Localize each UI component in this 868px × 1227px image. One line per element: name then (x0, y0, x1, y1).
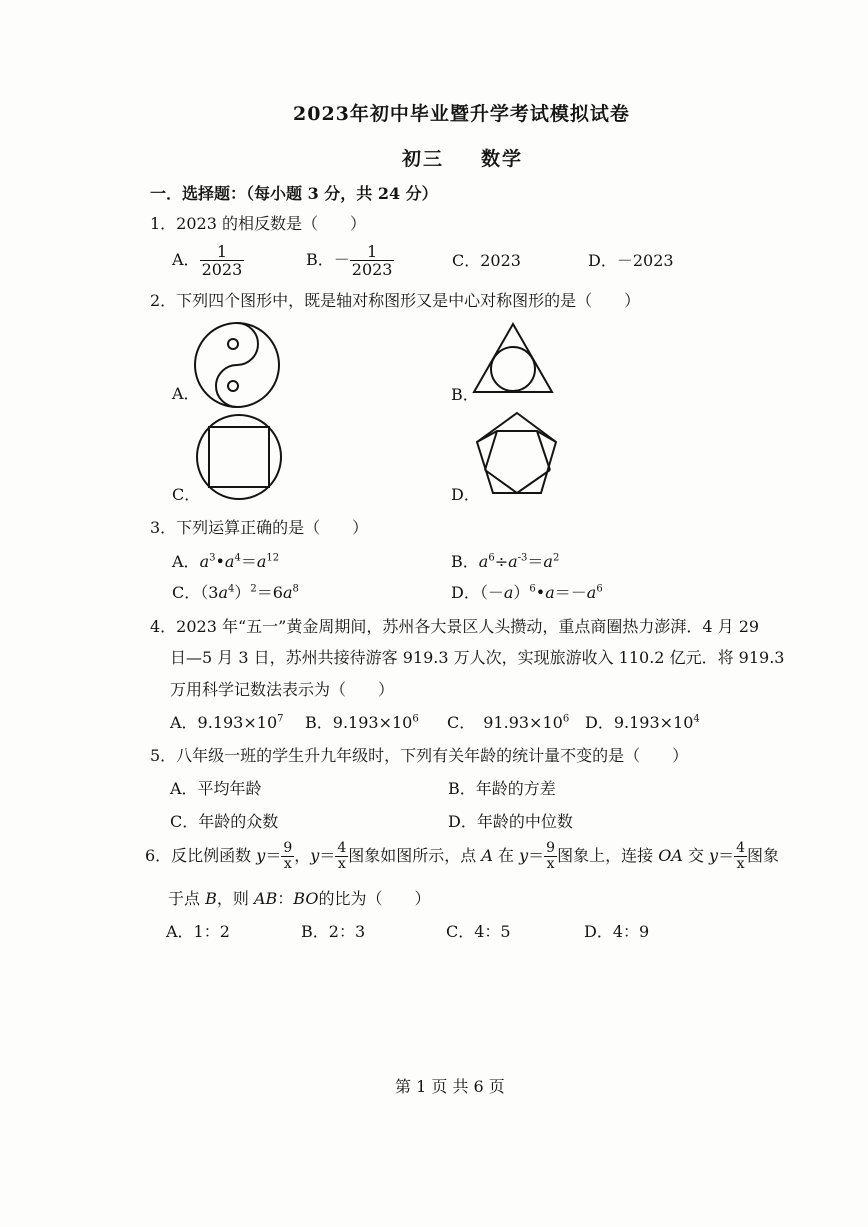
q6-segment-oa: OA (658, 846, 683, 865)
q6-den-4: x (736, 856, 745, 872)
q6-y-2: y (310, 846, 320, 865)
q3-d-term1: a (503, 583, 514, 602)
q5-stem: 5．八年级一班的学生升九年级时，下列有关年龄的统计量不变的是（ ） (150, 746, 689, 765)
q3-a-exp2: 4 (234, 552, 241, 564)
q6-line2-text-1: 于点 (168, 889, 206, 908)
q6-den-1: x (283, 856, 292, 872)
q6-eq-2: ＝ (319, 846, 336, 865)
q3-b-exp2: -3 (517, 552, 528, 564)
q5-option-a: A．平均年龄 (170, 779, 262, 798)
q3-d-term3: a (586, 583, 597, 602)
q1-b-prefix: B．－ (306, 250, 350, 269)
yin-yang-dot-top (228, 339, 238, 349)
q3-a-eq: ＝ (240, 552, 257, 571)
q4-a-exp: 7 (277, 713, 284, 725)
q6-text-5: 图象上，连接 (557, 846, 659, 865)
q6-colon: ： (277, 889, 294, 908)
q6-fraction-4-over-x-2 (734, 841, 747, 872)
q4-b-exp: 6 (412, 713, 419, 725)
q6-eq-3: ＝ (528, 846, 545, 865)
q4-c-base: C． 91.93×10 (447, 713, 563, 732)
q4-option-d (585, 713, 700, 733)
inscribed-circle (491, 347, 535, 391)
q3-stem: 3．下列运算正确的是（ ） (150, 518, 369, 537)
q6-line2-text-2: ，则 (216, 889, 254, 908)
q3-b-term3: a (543, 552, 553, 571)
q6-option-a: A．1：2 (166, 922, 230, 941)
q6-point-b: B (205, 889, 217, 908)
page-number: 第 1 页 共 6 页 (395, 1077, 505, 1096)
q4-stem-line1: 4．2023 年“五一”黄金周期间，苏州各大景区人头攒动，重点商圈热力澎湃．4 月 29 (150, 617, 760, 636)
q3-a-term2: a (224, 552, 235, 571)
q3-c-exp3: 8 (292, 583, 299, 595)
q3-d-eq: ＝－ (554, 583, 587, 602)
q3-b-exp1: 6 (488, 552, 495, 564)
q4-a-base: A．9.193×10 (170, 713, 278, 732)
q6-text-1: 6．反比例函数 (145, 846, 257, 865)
q3-option-b (451, 552, 559, 572)
q4-stem-line3: 万用科学记数法表示为（ ） (170, 680, 395, 699)
q3-d-term2: a (545, 583, 555, 602)
q6-fraction-9-over-x-1 (281, 841, 294, 872)
q3-c-exp1: 4 (227, 583, 235, 595)
q4-option-b (305, 713, 419, 733)
q3-c-mid: ） (234, 583, 251, 602)
yin-yang-s-curve (216, 323, 258, 407)
q5-option-d: D．年龄的中位数 (448, 812, 573, 831)
q3-c-eq: ＝6 (256, 583, 283, 602)
q3-option-c (172, 583, 299, 603)
q3-a-exp1: 3 (209, 552, 216, 564)
q6-segment-bo: BO (293, 889, 319, 908)
q6-text-2: ， (294, 846, 311, 865)
q6-eq-4: ＝ (718, 846, 735, 865)
q1-option-c: C．2023 (452, 251, 521, 270)
q4-stem-line2: 日—5 月 3 日，苏州共接待游客 919.3 万人次，实现旅游收入 110.2 亿元．将 919.3 (170, 648, 785, 667)
q4-option-a (170, 713, 284, 733)
q2-stem: 2．下列四个图形中，既是轴对称图形又是中心对称图形的是（ ） (150, 291, 641, 310)
q6-y-3: y (519, 846, 529, 865)
q1-a-numerator: 1 (200, 243, 245, 261)
q6-stem-line2 (168, 889, 430, 909)
q6-text-6: 交 (682, 846, 710, 865)
q3-a-prefix: A． (172, 552, 200, 571)
inscribed-square (209, 427, 269, 487)
q1-b-numerator: 1 (350, 243, 395, 261)
q6-num-2: 4 (337, 840, 347, 856)
subject-label: 数学 (481, 148, 524, 170)
q1-stem: 1．2023 的相反数是（ ） (150, 214, 366, 233)
q6-option-c: C．4：5 (446, 922, 511, 941)
q3-a-term3: a (256, 552, 267, 571)
q3-option-a (172, 552, 279, 572)
q5-option-c: C．年龄的众数 (170, 812, 279, 831)
q4-c-exp: 6 (562, 713, 570, 725)
q3-b-prefix: B． (451, 552, 479, 571)
q6-num-3: 9 (546, 840, 556, 856)
q6-option-d: D．4：9 (584, 922, 650, 941)
pentagon-star-figure (472, 410, 562, 500)
grade-label: 初三 (402, 148, 445, 170)
q3-d-exp2: 6 (596, 583, 603, 595)
yin-yang-dot-bottom (228, 381, 238, 391)
q3-b-op: ÷ (494, 552, 509, 571)
q3-d-mid: ） (513, 583, 530, 602)
yin-yang-figure (192, 320, 282, 410)
q4-d-exp: 4 (693, 713, 700, 725)
q6-text-4: 在 (492, 846, 520, 865)
q3-a-exp3: 12 (266, 552, 280, 564)
q6-option-b: B．2：3 (301, 922, 366, 941)
q6-segment-ab: AB (253, 889, 278, 908)
q3-c-exp2: 2 (250, 583, 257, 595)
q6-point-a: A (481, 846, 493, 865)
q3-c-term2: a (282, 583, 293, 602)
q4-d-base: D．9.193×10 (585, 713, 694, 732)
q1-option-d: D．－2023 (588, 251, 674, 270)
exam-title: 2023年初中毕业暨升学考试模拟试卷 (293, 103, 630, 125)
q3-b-term1: a (478, 552, 489, 571)
q1-option-a (172, 243, 244, 278)
triangle-circle-figure (472, 322, 554, 394)
q1-b-fraction (350, 243, 395, 278)
q6-y-1: y (256, 846, 266, 865)
q3-b-term2: a (508, 552, 518, 571)
q6-den-2: x (337, 856, 346, 872)
q2-option-c: C． (172, 485, 201, 504)
q6-eq-1: ＝ (265, 846, 282, 865)
q6-num-4: 4 (736, 840, 746, 856)
q6-line2-text-3: 的比为（ ） (318, 889, 431, 908)
q4-b-base: B．9.193×10 (305, 713, 413, 732)
q3-option-d (451, 583, 603, 603)
q6-den-3: x (546, 856, 555, 872)
section-heading: 一．选择题：（每小题 3 分，共 24 分） (150, 184, 438, 203)
q3-a-op: • (215, 552, 225, 571)
q3-d-exp1: 6 (529, 583, 536, 595)
q1-a-denominator: 2023 (201, 260, 243, 279)
q6-fraction-9-over-x-2 (544, 841, 557, 872)
q6-fraction-4-over-x-1 (335, 841, 348, 872)
triangle-outline (474, 324, 552, 392)
q6-stem-line1 (145, 841, 779, 872)
q6-y-4: y (709, 846, 719, 865)
q4-option-c (447, 713, 569, 733)
q1-b-denominator: 2023 (351, 260, 393, 279)
q1-a-prefix: A． (172, 250, 200, 269)
q1-a-fraction (200, 243, 245, 278)
q2-option-d: D． (451, 485, 480, 504)
circle-square-figure (194, 412, 284, 502)
q3-b-exp3: 2 (552, 552, 560, 564)
q6-num-1: 9 (283, 840, 293, 856)
q1-option-b (306, 243, 394, 278)
q6-text-3: 图象如图所示，点 (348, 846, 482, 865)
q2-option-a: A． (172, 384, 200, 403)
q3-c-prefix: C．（3 (172, 583, 219, 602)
q3-c-term1: a (218, 583, 228, 602)
q3-d-op: • (535, 583, 546, 602)
q5-option-b: B．年龄的方差 (448, 779, 556, 798)
q3-a-term1: a (199, 552, 210, 571)
q3-b-eq: ＝ (527, 552, 544, 571)
q6-text-7: 图象 (747, 846, 780, 865)
star-lower-lines (485, 470, 550, 493)
q2-option-b: B． (451, 385, 479, 404)
q3-d-prefix: D．（－ (451, 583, 504, 602)
